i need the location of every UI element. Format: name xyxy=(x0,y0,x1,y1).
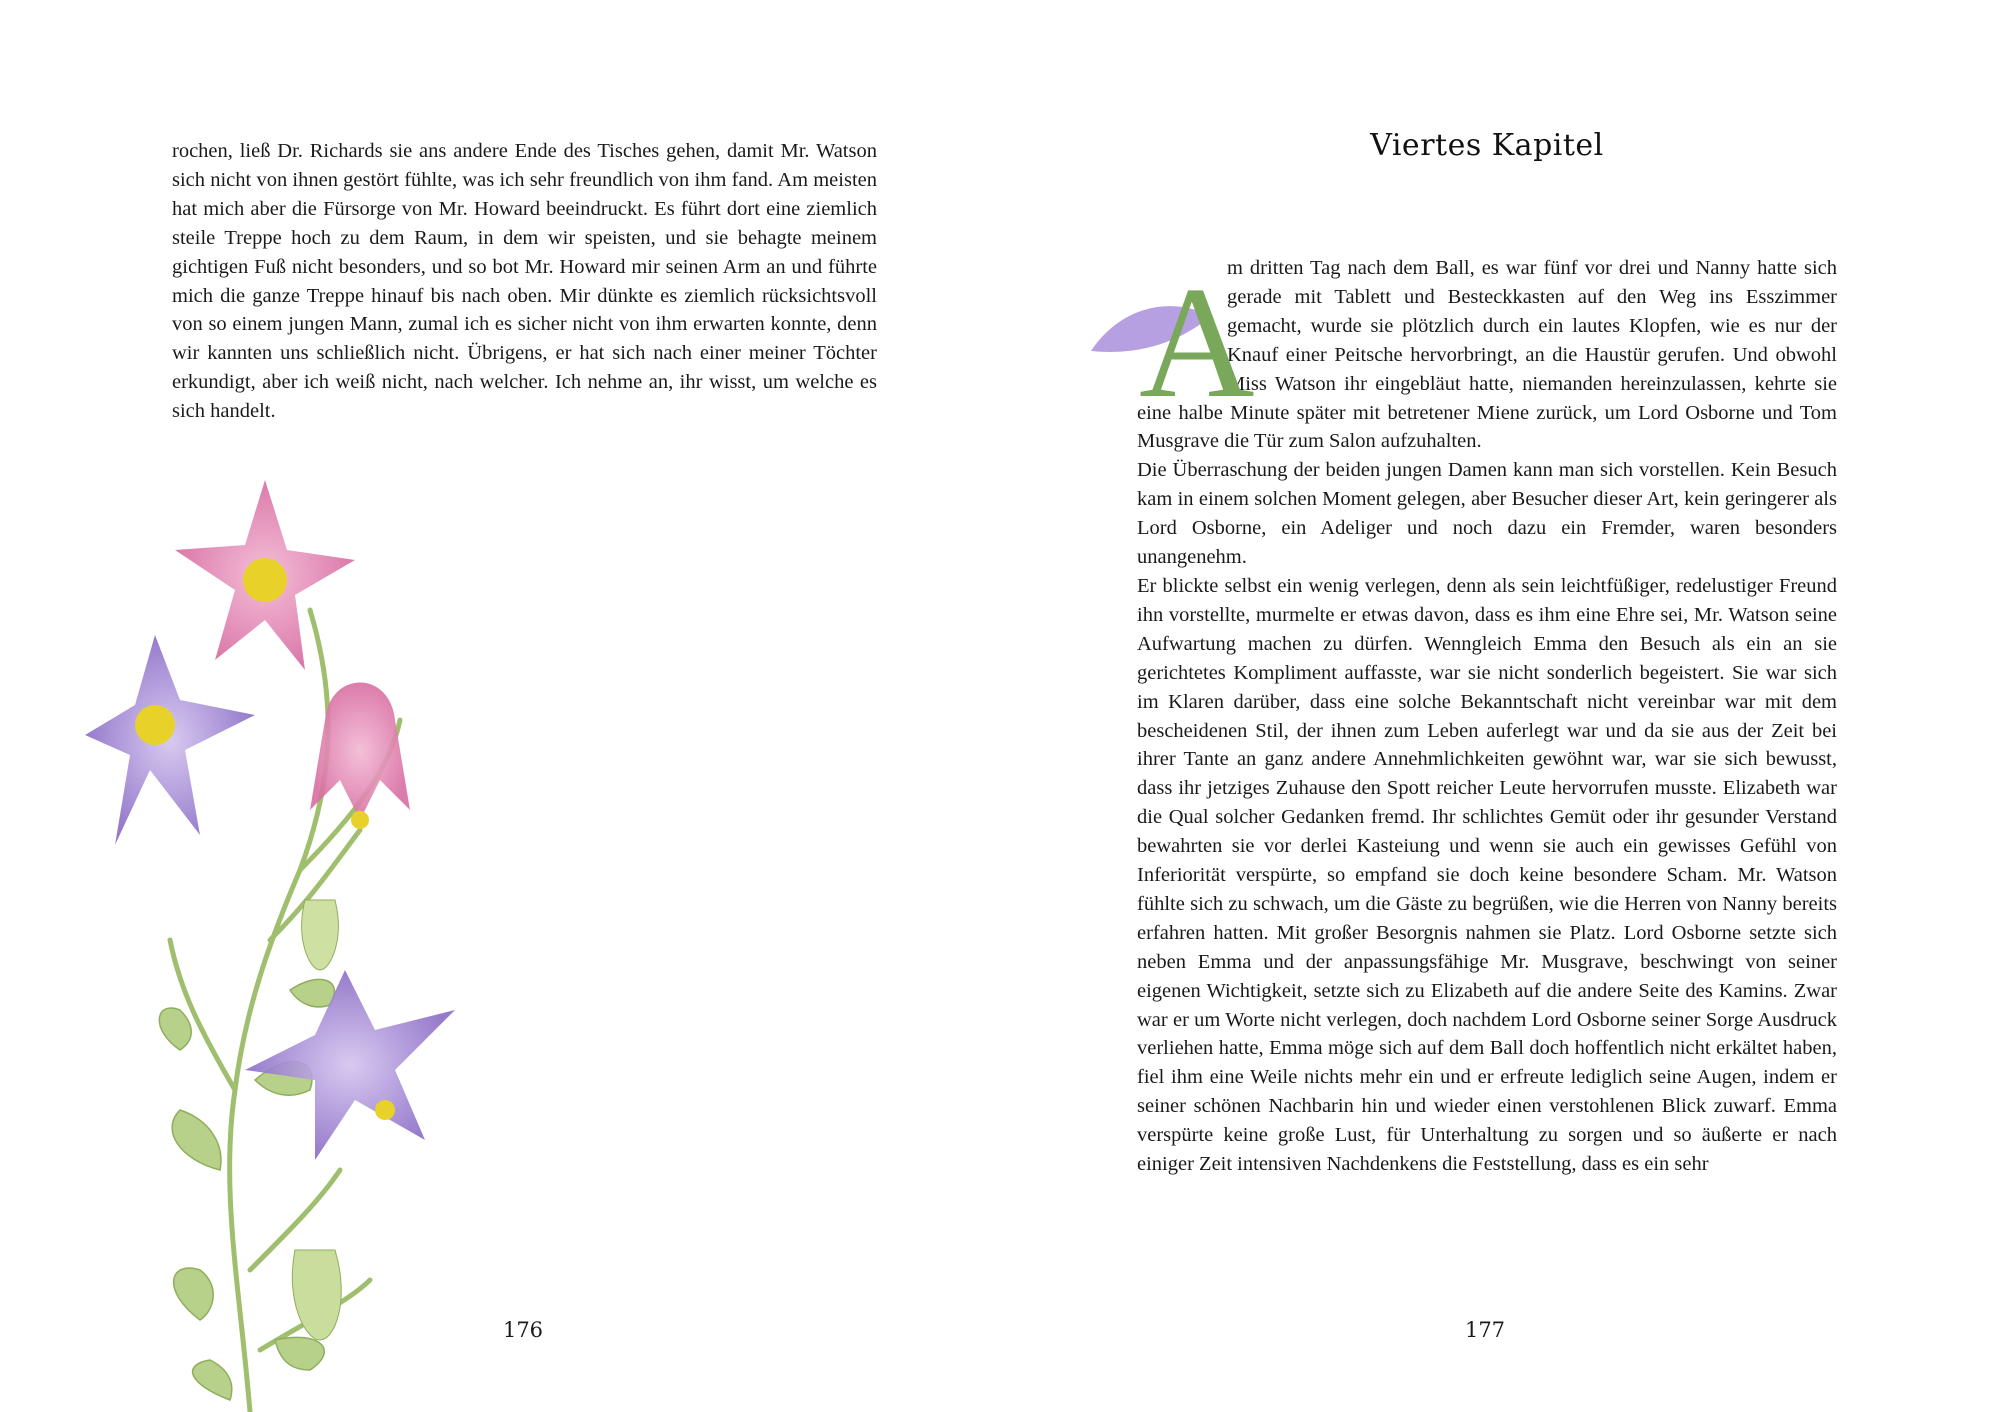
first-paragraph xyxy=(1137,254,1837,456)
columbine-flowers-illustration xyxy=(60,470,520,1412)
drop-cap xyxy=(1081,256,1255,406)
purple-petal-ornament-icon xyxy=(1081,256,1271,406)
drop-cap-letter: A xyxy=(1139,256,1255,406)
paragraph-2: Die Überraschung der beiden jungen Damen kann man sich vorstellen. Kein Besuch kam in einem solchen Moment gelegen, aber Besucher dieser Art, kein geringerer als Lord Osborne, ein Adeliger und noch dazu ein Fremder, waren besonders unangenehm. xyxy=(1137,459,1837,569)
page-number-right: 177 xyxy=(1464,1318,1506,1342)
paragraph-3: Er blickte selbst ein wenig verlegen, denn als sein leichtfüßiger, redelustiger Freund ihn vorstellte, murmelte er etwas davon, dass es ihm eine Ehre sei, Mr. Watson seine Aufwartung machen zu dürfen. Wenngleich Emma den Besuch als ein an sie gerichtetes Kompliment auffasste, war sie nicht sonderlich begeistert. Sie war sich im Klaren darüber, dass eine solche Bekanntschaft nicht vereinbar war mit dem bescheidenen Stil, der ihnen zum Leben auferlegt war und da sie aus der Zeit bei ihrer Tante an ganz andere Annehmlichkeiten gewöhnt war, war sie sich bewusst, dass ihr jetziges Zuhause den Spott reicher Leute hervorrufen musste. Elizabeth war die Qual solcher Gedanken fremd. Ihr schlichtes Gemüt oder ihr gesunder Verstand bewahrten sie vor derlei Kasteiung und wenn sie auch ein gewisses Gefühl von Inferiorität verspürte, so empfand sie doch keine besondere Scham. Mr. Watson fühlte sich zu schwach, um die Gäste zu begrüßen, wie die Herren von Nanny bereits erfahren hatten. Mit großer Besorgnis nahmen sie Platz. Lord Osborne setzte sich neben Emma und der anpassungsfähige Mr. Musgrave, beschwingt von seiner eigenen Wichtigkeit, setzte sich zu Elizabeth auf die andere Seite des Kamins. Zwar war er um Worte nicht verlegen, doch nachdem Lord Osborne seiner Sorge Ausdruck verliehen hatte, Emma möge sich auf dem Ball doch hoffentlich nicht erkältet haben, fiel ihm eine Weile nichts mehr ein und er erfreute lediglich seine Augen, indem er seiner schönen Nachbarin hin und wieder einen verstohlenen Blick zuwarf. Emma verspürte keine große Lust, für Unterhaltung zu sorgen und so äußerte er nach einiger Zeit intensiven Nachdenkens die Feststellung, dass es ein sehr xyxy=(1137,574,1837,1176)
left-page-text xyxy=(172,137,877,426)
first-paragraph-text: m dritten Tag nach dem Ball, es war fünf vor drei und Nanny hatte sich gerade mit Tablett und Besteckkasten auf den Weg ins Esszimmer gemacht, wurde sie plötzlich durch ein lautes Klopfen, wie es nur der Knauf einer Peitsche hervorbringt, an die Haustür gerufen. Und obwohl Miss Watson ihr eingebläut hatte, niemanden hereinzulassen, kehrte sie eine halbe Minute später mit betretener Miene zurück, um Lord Osborne und Tom Musgrave die Tür zum Salon aufzuhalten. xyxy=(1137,257,1837,453)
right-page-text xyxy=(1137,254,1837,1179)
left-paragraph-1: rochen, ließ Dr. Richards sie ans andere Ende des Tisches gehen, damit Mr. Watson sich nicht von ihnen gestört fühlte, was ich sehr freundlich von ihm fand. Am meisten hat mich aber die Fürsorge von Mr. Howard beeindruckt. Es führt dort eine ziemlich steile Treppe hoch zu dem Raum, in dem wir speisten, und sie behagte meinem gichtigen Fuß nicht besonders, und so bot Mr. Howard mir seinen Arm an und führte mich die ganze Treppe hinauf bis nach oben. Mir dünkte es ziemlich rücksichtsvoll von so einem jungen Mann, zumal ich es sicher nicht von ihm erwarten konnte, denn wir kannten uns schließlich nicht. Übrigens, er hat sich nach einer meiner Töchter erkundigt, aber ich weiß nicht, nach welcher. Ich nehme an, ihr wisst, um welche es sich handelt. xyxy=(172,140,877,423)
chapter-title: Viertes Kapitel xyxy=(1370,128,1604,163)
page-number-left: 176 xyxy=(502,1318,544,1342)
